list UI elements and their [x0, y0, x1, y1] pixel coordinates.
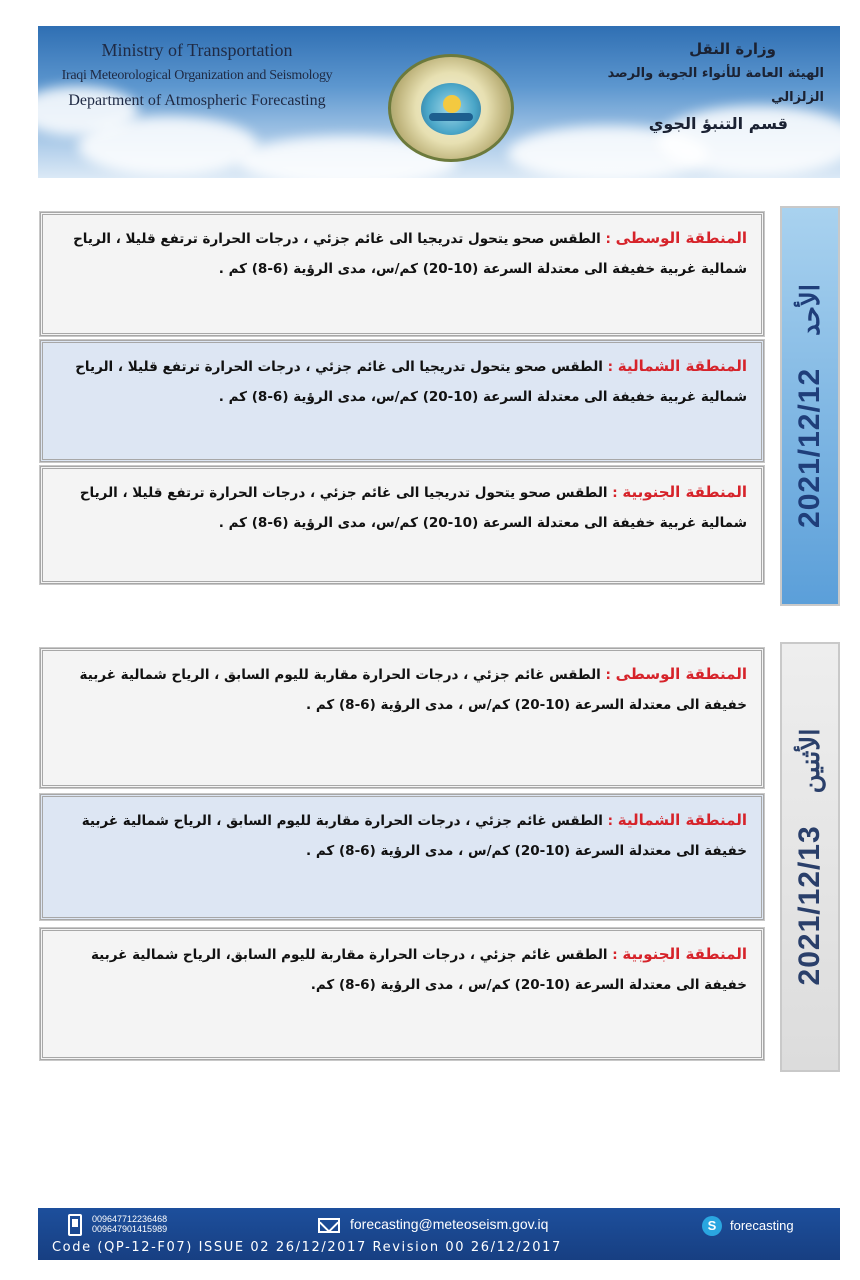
skype-handle[interactable]: forecasting [730, 1218, 794, 1233]
header-en-line2: Iraqi Meteorological Organization and Seismology [61, 68, 333, 83]
region-forecast-text: الطقس صحو يتحول تدريجيا الى غائم جزئي ، درجات الحرارة ترتفع قليلا ، الرياح شمالية غربية خفيفة الى معتدلة السرعة (10-20) كم/س، مدى الرؤية (6-8) كم . [75, 359, 747, 405]
day-section-2 [40, 642, 840, 1072]
region-forecast-text: الطقس غائم جزئي ، درجات الحرارة مقاربة لليوم السابق، الرياح شمالية غربية خفيفة الى معتدلة السرعة (10-20) كم/س ، مدى الرؤية (6-8) كم. [90, 947, 747, 993]
region-separator: : [612, 947, 618, 963]
region-south-day1 [40, 466, 764, 584]
header-en-line3: Department of Atmospheric Forecasting [68, 92, 326, 109]
header-en-line1: Ministry of Transportation [101, 40, 293, 60]
day-tab-1 [780, 206, 840, 606]
region-north-day1 [40, 340, 764, 462]
phone-number-1: 009647712236468 [92, 1214, 168, 1224]
email-link[interactable]: forecasting@meteoseism.gov.iq [350, 1216, 549, 1232]
region-separator: : [607, 813, 614, 829]
day-date: 2021/12/12 [793, 367, 826, 528]
region-forecast-text: الطقس غائم جزئي ، درجات الحرارة مقاربة لليوم السابق ، الرياح شمالية غربية خفيفة الى معتدلة السرعة (10-20) كم/س ، مدى الرؤية (6-8) كم . [81, 813, 747, 859]
phone-number-2: 009647901415989 [92, 1224, 168, 1234]
phone-numbers [92, 1214, 167, 1234]
region-separator: : [607, 359, 614, 375]
region-name: المنطقة الجنوبية [622, 483, 747, 501]
region-name: المنطقة الوسطى [615, 229, 747, 247]
header-ar-line2: الهيئة العامة للأنواء الجوية والرصد الزلزالي [607, 66, 824, 105]
day-tab-2 [780, 642, 840, 1072]
region-central-day2 [40, 648, 764, 788]
region-name: المنطقة الجنوبية [622, 945, 747, 963]
region-name: المنطقة الشمالية [617, 357, 747, 375]
region-south-day2 [40, 928, 764, 1060]
region-north-day2 [40, 794, 764, 920]
region-separator: : [612, 485, 618, 501]
header-ar-line1: وزارة النقل [689, 40, 776, 58]
day-name: الأثنين [794, 728, 825, 794]
region-forecast-text: الطقس صحو يتحول تدريجيا الى غائم جزئي ، درجات الحرارة ترتفع قليلا ، الرياح شمالية غربية خفيفة الى معتدلة السرعة (10-20) كم/س، مدى الرؤية (6-8) كم . [73, 231, 747, 277]
region-name: المنطقة الوسطى [615, 665, 747, 683]
document-code: Code (QP-12-F07) ISSUE 02 26/12/2017 Revision 00 26/12/2017 [52, 1240, 562, 1255]
footer-bar [38, 1208, 840, 1260]
skype-icon: S [702, 1216, 722, 1236]
region-forecast-text: الطقس صحو يتحول تدريجيا الى غائم جزئي ، درجات الحرارة ترتفع قليلا ، الرياح شمالية غربية خفيفة الى معتدلة السرعة (10-20) كم/س، مدى الرؤية (6-8) كم . [79, 485, 747, 531]
region-forecast-text: الطقس غائم جزئي ، درجات الحرارة مقاربة لليوم السابق ، الرياح شمالية غربية خفيفة الى معتدلة السرعة (10-20) كم/س ، مدى الرؤية (6-8) كم . [79, 667, 747, 713]
region-separator: : [605, 667, 611, 683]
mail-icon [318, 1218, 340, 1233]
day-date: 2021/12/13 [793, 825, 826, 986]
header-english [52, 38, 342, 113]
region-separator: : [605, 231, 611, 247]
region-name: المنطقة الشمالية [617, 811, 747, 829]
phone-icon [68, 1214, 82, 1236]
region-central-day1 [40, 212, 764, 336]
header-ar-line3: قسم التنبؤ الجوي [648, 114, 788, 133]
header-banner [38, 26, 840, 178]
day-name: الأحد [794, 284, 825, 336]
header-arabic [574, 36, 824, 138]
organization-logo [388, 54, 514, 162]
day-section-1 [40, 206, 840, 606]
